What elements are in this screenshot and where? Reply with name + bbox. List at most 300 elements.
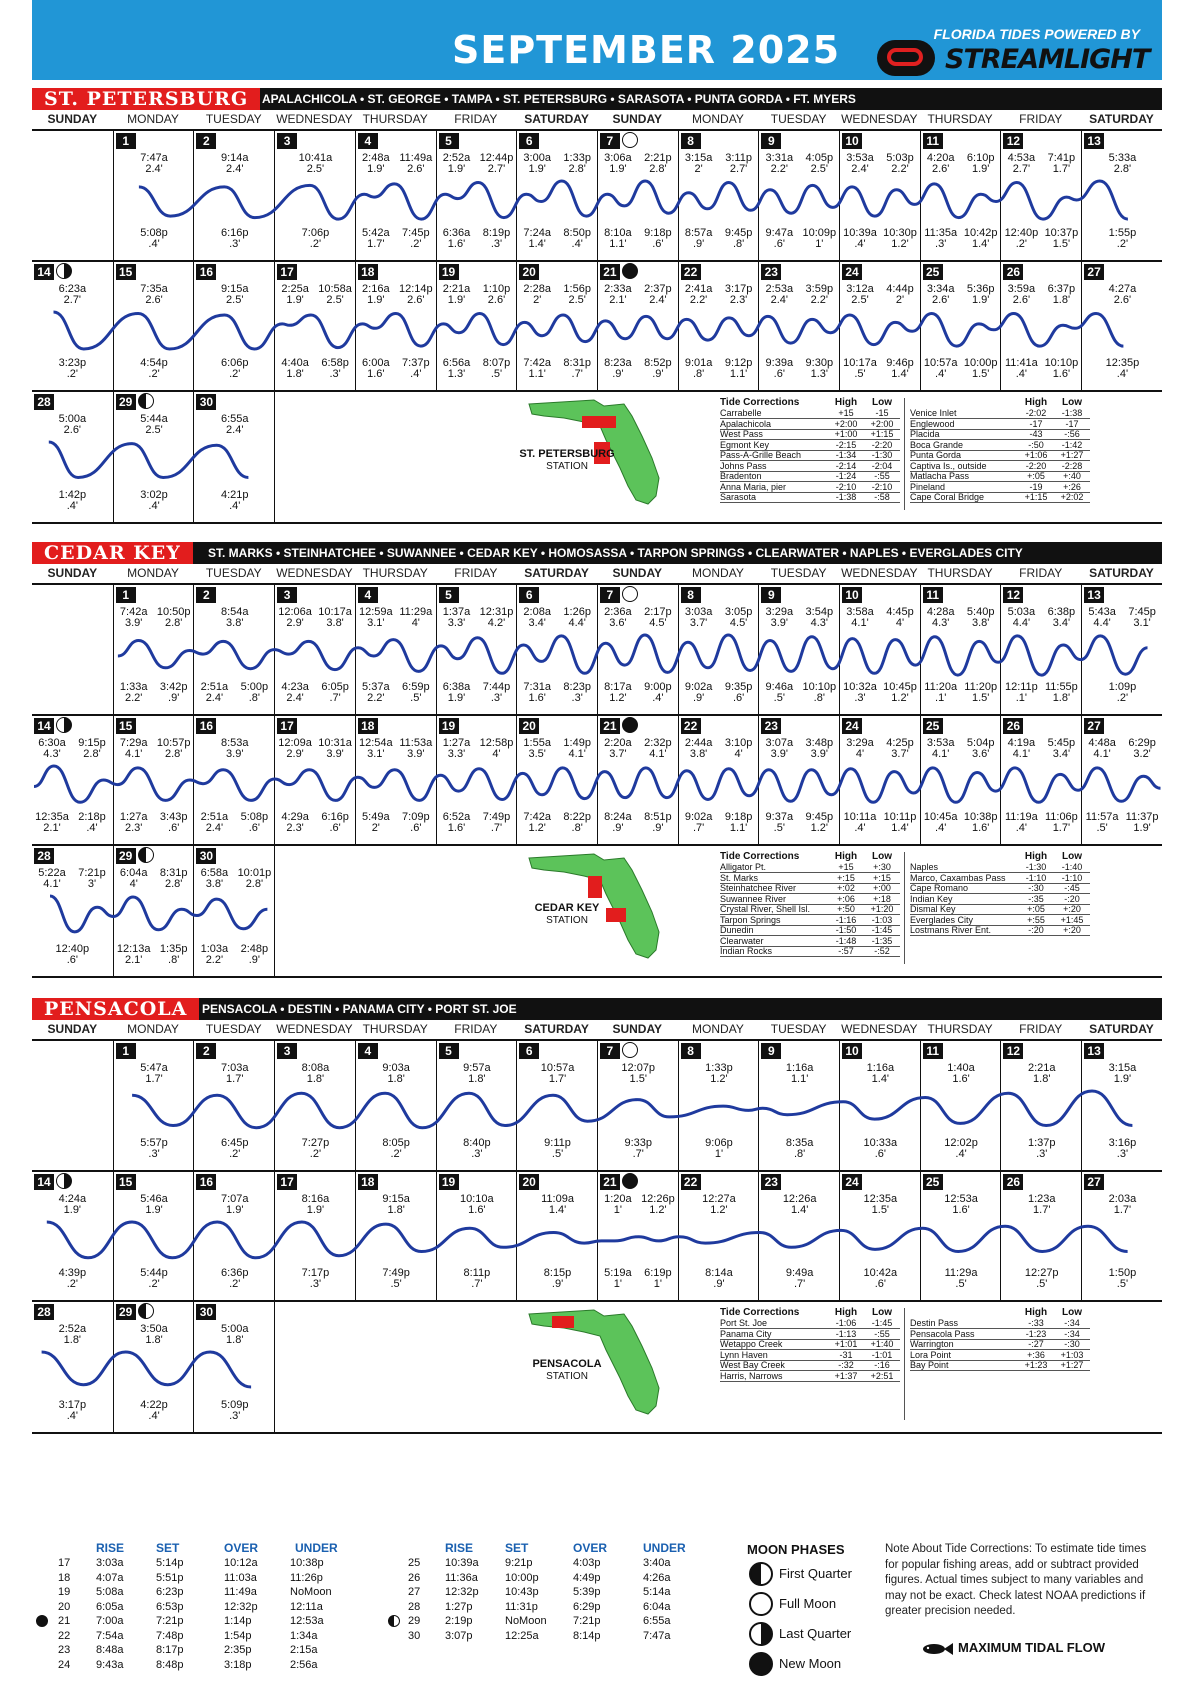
low-tide [517,1138,598,1160]
high-tide [356,284,396,306]
low-tide-height: .2' [66,368,78,380]
low-tide-time: 7:49p [482,811,511,823]
high-tide [921,1194,1002,1216]
first-quarter-moon-icon [388,1615,400,1627]
day-cell[interactable] [193,585,274,714]
day-cell[interactable] [32,1172,113,1300]
day-cell[interactable] [1081,716,1162,844]
high-correction: -:32 [838,1360,854,1370]
high-tide-height: 2.4' [226,424,244,436]
high-tide-time: 1:56p [563,283,591,295]
high-tide-height: 2.9' [286,748,304,760]
day-cell[interactable] [678,262,759,390]
day-cell[interactable] [920,131,1001,260]
day-cell[interactable] [113,1041,194,1170]
low-tide-time: 4:23a [281,681,309,693]
weekday-label: SATURDAY [524,1022,589,1036]
low-tide-height: .8' [168,954,180,966]
location-name: Sarasota [720,492,757,502]
region-name: CEDAR KEY [32,542,193,564]
day-cell[interactable] [113,716,194,844]
low-tide-time: 8:07p [482,357,511,369]
low-tide-time: 6:06p [220,357,249,369]
day-number: 7 [600,133,620,149]
high-correction: +:15 [837,872,855,883]
low-tide-height: 2.4' [205,692,224,704]
low-tide-time: 8:10a [604,227,632,239]
low-tide-time: 10:09p [802,227,837,239]
low-correction: -:55 [874,1328,890,1339]
day-cell[interactable] [1081,1041,1162,1170]
high-tide-time: 1:37a [442,606,471,618]
low-tide [114,228,195,250]
high-header: High [834,1307,858,1318]
day-cell[interactable] [597,262,678,390]
day-number: 22 [681,1174,701,1190]
day-cell[interactable] [678,1172,759,1300]
high-correction: +1:15 [1024,492,1048,502]
day-cell[interactable] [193,262,274,390]
day-number: 12 [1003,133,1023,149]
day-cell[interactable] [1081,585,1162,714]
day-cell[interactable] [113,846,194,976]
high-tide [477,738,517,760]
day-cell[interactable] [758,262,839,390]
day-cell[interactable] [678,131,759,260]
high-tide-time: 10:10a [460,1193,494,1205]
day-cell[interactable] [1081,262,1162,390]
location-name: Destin Pass [910,1318,959,1328]
low-tide-time: 10:17a [843,357,877,369]
high-tide-time: 2:17p [644,606,672,618]
high-tide-time: 5:40p [966,606,995,618]
high-tide-height: 1.6' [952,1073,970,1085]
day-cell[interactable] [920,262,1001,390]
day-cell[interactable] [355,131,436,260]
low-tide-height: .4' [1116,368,1129,380]
day-number: 28 [34,1304,54,1320]
low-tide [32,490,113,512]
day-cell[interactable] [274,1041,355,1170]
day-cell[interactable] [355,1041,436,1170]
low-tide-height: .7' [471,1278,483,1290]
day-number: 14 [34,1174,54,1190]
high-tide-height: 1.4' [790,1204,809,1216]
low-tide-height: 2.1' [43,822,61,834]
low-tide [921,1138,1002,1160]
low-tide-height: 1.1' [729,822,748,834]
day-cell[interactable] [436,262,517,390]
high-correction: +:05 [1027,904,1045,914]
low-tide [799,682,839,704]
high-tide-time: 2:32p [644,737,672,749]
day-cell[interactable] [758,1172,839,1300]
day-cell[interactable] [193,392,274,522]
low-header: Low [872,851,892,862]
high-tide-time: 4:28a [926,606,955,618]
correction-row [910,493,1090,503]
day-cell[interactable] [113,585,194,714]
day-number: 9 [761,587,781,603]
day-cell[interactable] [758,131,839,260]
day-cell[interactable] [193,131,274,260]
high-tide-time: 5:04p [966,737,995,749]
day-cell[interactable] [678,1041,759,1170]
low-tide-height: .4' [935,822,947,834]
day-cell[interactable] [193,716,274,844]
high-tide-time: 10:57a [540,1062,575,1074]
day-cell[interactable] [436,716,517,844]
location-name: Pass-A-Grille Beach [720,450,802,460]
day-cell[interactable] [1000,131,1081,260]
almanac-day: 17 [58,1557,71,1569]
day-cell[interactable] [193,1041,274,1170]
low-tide-time: 11:35a [924,227,958,239]
low-tide-height: .5' [410,692,422,704]
low-correction: +2:02 [1060,492,1084,502]
high-header: High [834,851,858,862]
high-tide [557,738,597,760]
low-tide-height: .3' [1116,1148,1129,1160]
day-cell[interactable] [32,1041,113,1170]
low-tide-height: .4' [854,822,866,834]
high-tide-time: 3:48p [805,737,834,749]
day-cell[interactable] [516,262,597,390]
day-cell[interactable] [839,1041,920,1170]
day-cell[interactable] [193,1302,274,1432]
low-tide-time: 12:35p [1105,357,1140,369]
low-tide [396,682,436,704]
day-number: 19 [439,718,459,734]
high-tide-height: 2.2' [689,294,708,306]
low-tide-height: .3' [229,1410,241,1422]
high-tide-time: 5:03p [886,152,914,164]
day-cell[interactable] [920,716,1001,844]
low-correction: -:16 [874,1360,890,1370]
day-cell[interactable] [597,716,678,844]
low-tide [194,682,234,704]
almanac-header: OVER [573,1541,608,1555]
day-cell[interactable] [758,1041,839,1170]
day-cell[interactable] [597,131,678,260]
day-number: 13 [1084,133,1104,149]
day-cell[interactable] [32,1302,113,1432]
almanac-time: 5:14p [156,1557,184,1569]
day-cell[interactable] [839,1172,920,1300]
day-cell[interactable] [839,716,920,844]
high-tide-height: 4.1' [43,878,61,890]
day-cell[interactable] [1000,1172,1081,1300]
low-tide-height: .3' [229,238,241,250]
almanac-time: 9:21p [505,1557,533,1569]
low-tide-time: 7:27p [301,1137,330,1149]
low-tide-time: 6:45p [220,1137,249,1149]
low-tide-height: 2.2' [205,954,224,966]
low-tide [719,812,759,834]
low-tide [598,228,638,250]
day-cell[interactable] [597,1172,678,1300]
low-tide [638,228,678,250]
location-name: Carrabelle [720,408,762,418]
low-tide-time: 7:45p [402,227,430,239]
high-correction: -1:24 [835,471,857,481]
high-tide [1082,284,1163,306]
day-cell[interactable] [839,585,920,714]
low-tide-time: 8:11p [463,1267,491,1279]
location-name: St. Marks [720,872,759,883]
low-correction: +1:45 [1060,914,1084,925]
day-cell[interactable] [436,131,517,260]
high-tide [921,738,961,760]
high-tide-time: 6:55a [220,413,249,425]
high-tide [32,1324,113,1346]
week-end-divider [274,392,275,522]
day-cell[interactable] [193,846,274,976]
region-2 [32,998,1162,1438]
high-tide-height: 1' [613,1204,622,1216]
low-tide-height: .7' [329,692,341,704]
low-tide-time: 4:39p [58,1267,87,1279]
weekday-label: SUNDAY [612,1022,663,1036]
day-cell[interactable] [355,716,436,844]
day-cell[interactable] [758,585,839,714]
day-cell[interactable] [758,716,839,844]
high-tide-time: 3:11p [725,152,752,164]
day-cell[interactable] [1000,716,1081,844]
almanac-header: RISE [96,1541,125,1555]
low-tide-height: .9' [652,822,664,834]
almanac-time: 12:25a [505,1629,539,1642]
low-tide-time: 2:51a [200,811,229,823]
high-tide-height: 3.9' [326,748,344,760]
low-tide [679,1138,760,1160]
day-cell[interactable] [436,585,517,714]
day-cell[interactable] [678,585,759,714]
high-tide [194,607,275,629]
day-cell[interactable] [32,846,113,976]
weekday-label: THURSDAY [362,1022,428,1036]
day-cell[interactable] [920,1041,1001,1170]
day-cell[interactable] [436,1041,517,1170]
correction-row [720,409,900,419]
low-tide-time: 7:06p [301,227,330,239]
day-cell[interactable] [678,716,759,844]
almanac-header: UNDER [295,1541,338,1555]
day-cell[interactable] [113,392,194,522]
day-cell[interactable] [113,131,194,260]
day-cell[interactable] [32,716,113,844]
low-correction: -:34 [1064,1318,1080,1328]
low-tide [598,1138,679,1160]
low-tide-height: .9' [612,822,624,834]
high-tide [1082,738,1122,760]
low-tide-height: 1.2' [609,692,627,704]
low-tide [1082,1268,1163,1290]
low-tide [517,358,557,380]
day-cell[interactable] [1000,262,1081,390]
almanac-time: 10:00p [505,1571,539,1584]
region-places: APALACHICOLA • ST. GEORGE • TAMPA • ST. PETERSBURG • SARASOTA • PUNTA GORDA • FT. MYERS [262,92,856,106]
weekday-label: FRIDAY [1019,566,1063,580]
high-tide-time: 1:49p [563,737,591,749]
high-tide-time: 11:09a [541,1193,574,1205]
low-tide-height: .5' [551,1148,564,1160]
low-correction: -17 [1065,418,1079,429]
low-tide-time: 8:23a [604,357,632,369]
last-quarter-moon-icon [56,263,72,279]
day-cell[interactable] [516,1041,597,1170]
high-tide-height: 1.9' [971,294,990,306]
almanac-time: 5:51p [156,1571,184,1584]
day-number: 3 [277,1043,297,1059]
low-tide [356,1138,437,1160]
day-number: 28 [34,394,54,410]
low-tide-time: 6:52a [442,811,471,823]
low-correction: -1:30 [871,450,893,460]
day-cell[interactable] [597,1041,678,1170]
low-tide-time: 11:37p [1125,811,1159,823]
high-tide [194,153,275,175]
day-cell[interactable] [32,131,113,260]
day-cell[interactable] [1000,585,1081,714]
day-cell[interactable] [516,131,597,260]
day-cell[interactable] [113,1172,194,1300]
high-tide [154,607,194,629]
day-cell[interactable] [274,1172,355,1300]
day-cell[interactable] [597,585,678,714]
low-tide-height: .4' [148,1410,160,1422]
day-cell[interactable] [516,1172,597,1300]
day-cell[interactable] [355,1172,436,1300]
day-cell[interactable] [1081,131,1162,260]
low-tide-time: 7:24a [523,227,551,239]
low-tide-height: .1' [935,692,947,704]
high-tide [840,1063,921,1085]
day-cell[interactable] [355,585,436,714]
tidal-flow-legend [958,1640,1105,1655]
high-tide-time: 5:44a [140,413,168,425]
high-tide-height: 2.5' [810,163,828,175]
day-cell[interactable] [32,262,113,390]
high-tide-height: 2.4' [226,163,244,175]
low-tide [275,1138,356,1160]
day-number: 18 [358,1174,378,1190]
high-tide [356,1063,437,1085]
high-tide [961,284,1001,306]
tidal-flow-label: MAXIMUM TIDAL FLOW [958,1640,1106,1655]
day-cell[interactable] [516,585,597,714]
day-cell[interactable] [32,585,113,714]
high-tide-height: 2.8' [83,748,101,760]
low-tide [759,228,799,250]
day-cell[interactable] [355,262,436,390]
day-cell[interactable] [32,392,113,522]
high-tide-height: 4.4' [1012,617,1031,629]
low-tide-time: 1:27a [119,811,148,823]
high-tide [114,868,154,890]
low-tide-time: 12:27p [1024,1267,1059,1279]
low-tide-time: 9:30p [805,357,834,369]
day-cell[interactable] [436,1172,517,1300]
day-cell[interactable] [274,131,355,260]
high-tide [759,153,799,175]
low-tide [679,682,719,704]
day-cell[interactable] [920,1172,1001,1300]
almanac-time: 12:53a [290,1615,324,1627]
high-tide [759,284,799,306]
high-tide [679,284,719,306]
high-tide-height: 1.7' [1052,163,1071,175]
day-cell[interactable] [274,585,355,714]
low-tide [679,812,719,834]
day-number: 18 [358,264,378,280]
high-tide [114,284,195,306]
location-name: Pineland [910,481,946,492]
high-tide [557,284,597,306]
high-tide-height: 3.8' [689,748,708,760]
low-tide-height: .4' [148,500,160,512]
low-tide [1001,682,1041,704]
day-cell[interactable] [839,262,920,390]
high-tide-height: 1.8' [226,1334,244,1346]
high-tide [234,868,274,890]
day-cell[interactable] [516,716,597,844]
high-tide-height: 1.1' [790,1073,809,1085]
high-tide-height: 2.6' [63,424,82,436]
day-cell[interactable] [1000,1041,1081,1170]
low-tide [598,1268,638,1290]
page-title: SEPTEMBER 2025 [452,28,841,72]
corrections-header [720,398,900,407]
station-area [582,416,616,428]
low-tide [1001,358,1041,380]
day-cell[interactable] [1081,1172,1162,1300]
low-tide-height: .6' [874,1278,886,1290]
low-tide [154,812,194,834]
high-tide-time: 6:10p [966,152,995,164]
day-cell[interactable] [113,262,194,390]
low-tide-time: 4:29a [281,811,309,823]
high-tide-height: 1.6' [952,1204,970,1216]
low-tide-height: .3' [471,1148,483,1160]
low-tide [638,682,678,704]
high-tide-height: 2.6' [1113,294,1132,306]
low-tide-time: 6:19p [644,1267,672,1279]
low-tide-time: 1:03a [200,943,229,955]
high-tide-height: 4.5' [649,617,667,629]
low-tide [437,812,477,834]
high-tide-height: 2.6' [1012,294,1031,306]
high-tide-time: 8:16a [301,1193,330,1205]
day-cell[interactable] [839,131,920,260]
day-cell[interactable] [274,262,355,390]
low-tide-height: 1.2' [528,822,546,834]
weekday-header [32,564,1162,585]
low-tide [194,1138,275,1160]
region-bar [32,998,1162,1020]
day-cell[interactable] [920,585,1001,714]
low-tide-height: .2' [66,1278,78,1290]
day-cell[interactable] [193,1172,274,1300]
low-tide-time: 6:16p [321,811,349,823]
low-tide-height: 1.9' [1133,822,1151,834]
low-tide-time: 11:20a [924,681,958,693]
high-tide-height: 2' [895,294,905,306]
day-cell[interactable] [113,1302,194,1432]
brand-logo [877,40,1182,76]
high-tide-height: 1.4' [871,1073,890,1085]
day-cell[interactable] [274,716,355,844]
